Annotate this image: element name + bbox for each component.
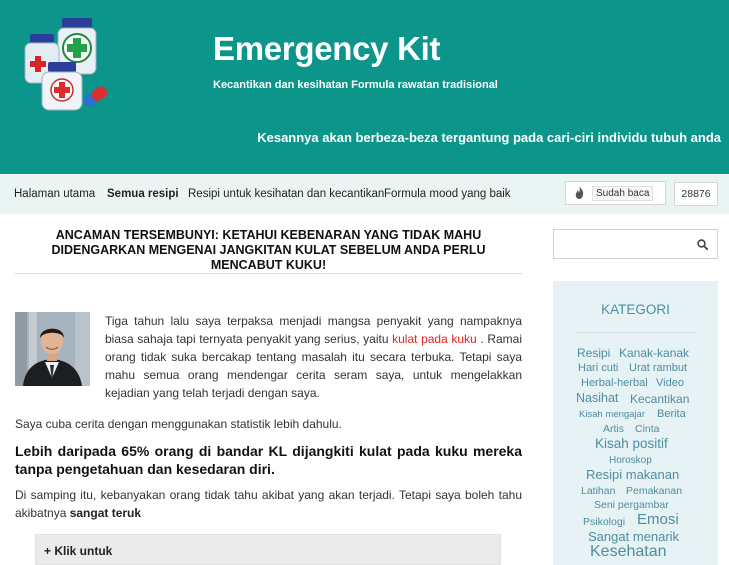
- tag-kanak-kanak[interactable]: Kanak-kanak: [619, 346, 690, 360]
- category-panel: [553, 281, 718, 565]
- tag-kisah-mengajar[interactable]: Kisah mengajar: [579, 409, 646, 420]
- article-title: ANCAMAN TERSEMBUNYI: KETAHUI KEBENARAN YANG TIDAK MAHU DIDENGARKAN MENGENAI JANGKITAN KULAT SEBELUM ANDA PERLU MENCABUT KUKU!: [51, 228, 486, 272]
- site-tagline: Kecantikan dan kesihatan Formula rawatan tradisional: [213, 79, 498, 91]
- intro-text-rest: . Ramai orang tidak suka bercakap tentang masalah itu secara terbuka. Tetapi saya mahu semua orang mendengar cerita seram saya, untuk mengelakkan kejadian yang telah terjadi dengan saya.: [105, 332, 522, 400]
- tag-psikologi[interactable]: Psikologi: [583, 516, 626, 528]
- tag-sangat-menarik[interactable]: Sangat menarik: [588, 529, 680, 544]
- tag-herbal[interactable]: Herbal-herbal: [581, 377, 648, 389]
- nav-item-home[interactable]: Halaman utama: [14, 188, 96, 200]
- accordion-label[interactable]: + Klik untuk: [44, 544, 113, 558]
- header-slogan: Kesannya akan berbeza-beza tergantung pada cari-ciri individu tubuh anda: [257, 130, 721, 145]
- intro-paragraph: [105, 312, 522, 402]
- tag-cinta[interactable]: Cinta: [635, 423, 660, 435]
- nav-item-all-recipes[interactable]: Semua resipi: [107, 188, 179, 200]
- tag-video[interactable]: Video: [656, 377, 684, 389]
- medicine-logo-icon[interactable]: [18, 12, 113, 114]
- search-icon[interactable]: [697, 239, 708, 250]
- category-divider: [576, 332, 696, 333]
- tag-artis[interactable]: Artis: [603, 423, 624, 435]
- fungus-link[interactable]: kulat pada kuku: [392, 332, 477, 346]
- article-headline: Lebih daripada 65% orang di bandar KL dijangkiti kulat pada kuku mereka tanpa pengetahuan dan kesedaran diri.: [15, 443, 522, 477]
- tag-urat-rambut[interactable]: Urat rambut: [629, 362, 688, 374]
- search-input[interactable]: [553, 229, 718, 259]
- tag-emosi[interactable]: Emosi: [637, 511, 679, 528]
- category-title: KATEGORI: [601, 302, 670, 317]
- views-widget: [565, 181, 666, 205]
- nav-item-good-mood[interactable]: Formula mood yang baik: [384, 188, 511, 200]
- tag-pemakanan[interactable]: Pemakanan: [626, 485, 683, 497]
- tag-nasihat[interactable]: Nasihat: [576, 391, 619, 405]
- intro-text: Tiga tahun lalu saya terpaksa menjadi mangsa penyakit yang nampaknya biasa sahaja tapi ternyata penyakit yang serius, yaitu: [105, 314, 522, 346]
- tag-horoskop[interactable]: Horoskop: [609, 455, 652, 466]
- flame-icon: [575, 186, 584, 199]
- expand-accordion[interactable]: [35, 534, 501, 565]
- consequence-bold: sangat teruk: [69, 506, 142, 520]
- tag-hari-cuti[interactable]: Hari cuti: [578, 362, 619, 374]
- site-title[interactable]: Emergency Kit: [213, 30, 441, 67]
- tag-berita[interactable]: Berita: [657, 408, 686, 420]
- title-divider: [15, 273, 522, 274]
- author-photo: [15, 312, 90, 386]
- site-header: [0, 0, 729, 174]
- tag-seni-pergambar[interactable]: Seni pergambar: [594, 499, 669, 511]
- paragraph-consequences: [15, 486, 522, 522]
- tag-resipi-makanan[interactable]: Resipi makanan: [586, 467, 680, 482]
- views-label: Sudah baca: [592, 186, 653, 201]
- tag-kecantikan[interactable]: Kecantikan: [630, 392, 690, 406]
- consequence-text: Di samping itu, kebanyakan orang tidak tahu akibat yang akan terjadi. Tetapi saya boleh tahu akibatnya: [15, 488, 522, 520]
- tag-resipi[interactable]: Resipi: [577, 346, 611, 360]
- nav-item-health-beauty[interactable]: Resipi untuk kesihatan dan kecantikan: [188, 188, 385, 200]
- tag-kesehatan[interactable]: Kesehatan: [590, 543, 667, 560]
- paragraph-statistics: Saya cuba cerita dengan menggunakan statistik lebih dahulu.: [15, 417, 342, 431]
- tag-latihan[interactable]: Latihan: [581, 485, 616, 497]
- views-count: 28876: [674, 182, 718, 206]
- tag-kisah-positif[interactable]: Kisah positif: [595, 436, 668, 451]
